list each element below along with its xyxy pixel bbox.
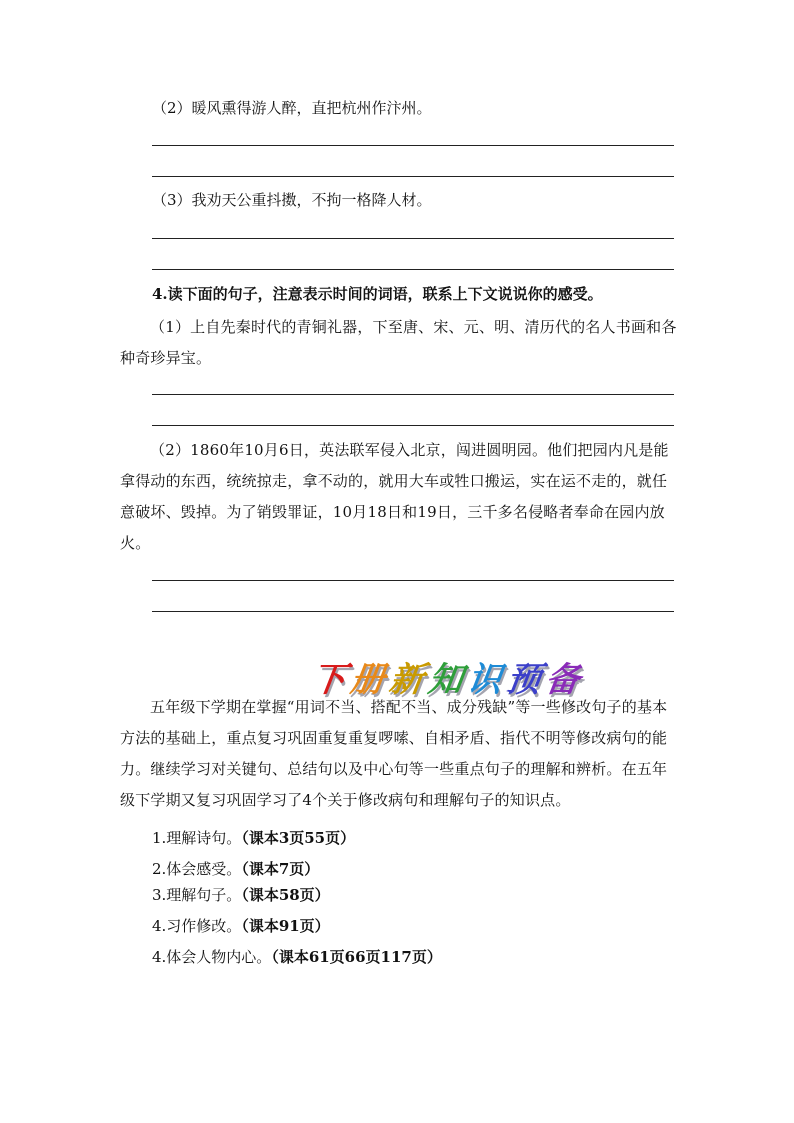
answer-line	[152, 394, 674, 395]
question-4-item-1: （1）上自先秦时代的青铜礼器，下至唐、宋、元、明、清历代的名人书画和各种奇珍异宝。	[120, 318, 677, 367]
answer-line	[152, 145, 674, 146]
knowledge-point-item	[152, 858, 319, 880]
knowledge-point-label: 4.体会人物内心。	[152, 948, 272, 966]
knowledge-point-label: 4.习作修改。	[152, 917, 242, 935]
answer-line	[152, 580, 674, 581]
answer-line	[152, 611, 674, 612]
banner-char: 下	[308, 660, 354, 700]
knowledge-point-ref: （课本61页66页117页）	[271, 948, 442, 966]
knowledge-point-ref: （课本91页）	[241, 917, 330, 935]
banner-char: 知	[425, 660, 471, 700]
knowledge-point-label: 3.理解句子。	[152, 886, 242, 904]
banner-char: 预	[503, 660, 549, 700]
banner-char: 新	[386, 660, 432, 700]
section-intro-paragraph: 五年级下学期在掌握“用词不当、搭配不当、成分残缺”等一些修改句子的基本方法的基础上，重点复习巩固重复重复啰嗦、自相矛盾、指代不明等修改病句的能力。继续学习对关键句、总结句以及中心句等一些重点句子的理解和辨析。在五年级下学期又复习巩固学习了4个关于修改病句和理解句子的知识点。	[120, 698, 668, 809]
banner-char: 识	[464, 660, 510, 700]
banner-char: 备	[542, 660, 588, 700]
answer-line	[152, 176, 674, 177]
question-4-title: 4.读下面的句子，注意表示时间的词语，联系上下文说说你的感受。	[152, 285, 603, 303]
knowledge-point-label: 2.体会感受。	[152, 860, 242, 878]
knowledge-point-ref: （课本3页55页）	[241, 829, 356, 847]
answer-line	[152, 425, 674, 426]
answer-line	[152, 269, 674, 270]
banner-char: 册	[347, 660, 393, 700]
knowledge-point-ref: （课本7页）	[241, 860, 320, 878]
question-4-item-2: （2）1860年10月6日，英法联军侵入北京，闯进圆明园。他们把园内凡是能拿得动的东西，统统掠走，拿不动的，就用大车或牲口搬运，实在运不走的，就任意破坏、毁掉。为了销毁罪证，10月18日和19日，三千多名侵略者奉命在园内放火。	[120, 441, 669, 552]
question-2-item-2: （2）暖风熏得游人醉，直把杭州作汴州。	[152, 99, 432, 117]
question-2-item-3: （3）我劝天公重抖擞，不拘一格降人材。	[152, 191, 432, 209]
answer-line	[152, 238, 674, 239]
knowledge-point-item	[152, 884, 330, 906]
knowledge-point-item	[152, 946, 442, 968]
knowledge-point-label: 1.理解诗句。	[152, 829, 242, 847]
knowledge-point-ref: （课本58页）	[241, 886, 330, 904]
knowledge-point-item	[152, 915, 330, 937]
knowledge-point-item	[152, 827, 355, 849]
